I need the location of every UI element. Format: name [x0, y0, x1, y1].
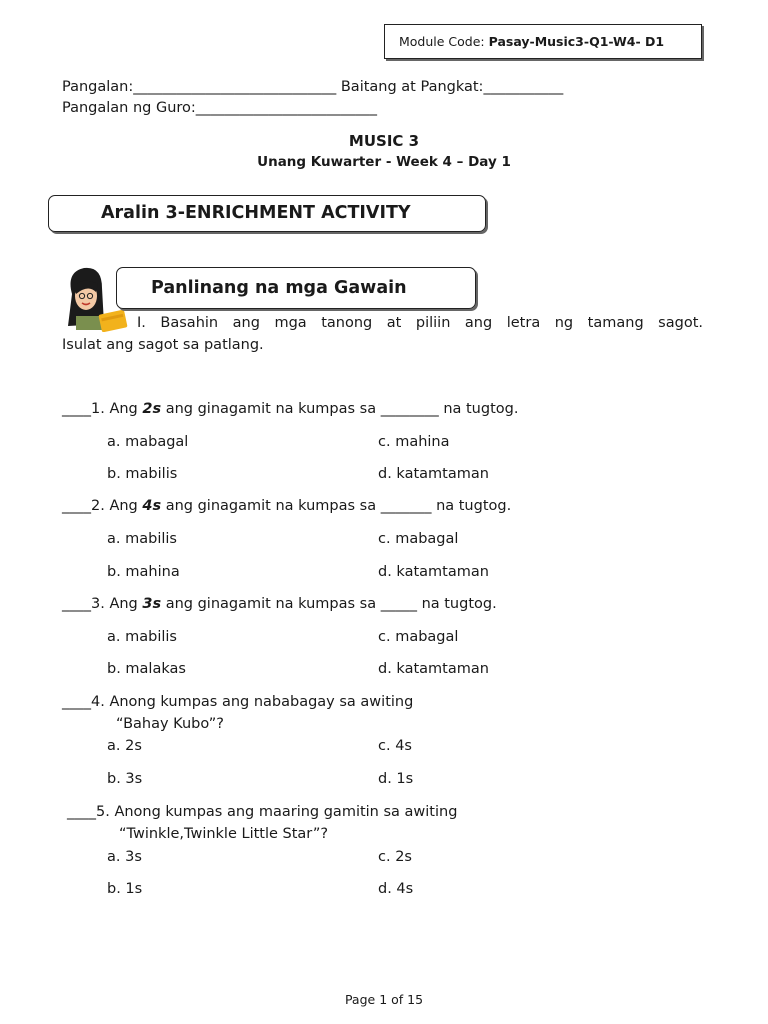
question-2	[62, 498, 511, 514]
question-2-beat: 4s	[142, 498, 162, 514]
question-4-option-d: d. 1s	[378, 771, 414, 787]
question-3-option-c: c. mabagal	[378, 629, 459, 645]
module-code-label: Module Code:	[399, 34, 489, 49]
question-1-option-b: b. mabilis	[107, 466, 178, 482]
question-3-beat: 3s	[142, 596, 162, 612]
question-4: ____4. Anong kumpas ang nababagay sa awiting	[62, 694, 414, 710]
question-5-option-c: c. 2s	[378, 849, 412, 865]
page-number: Page 1 of 15	[344, 992, 424, 1007]
question-5-option-b: b. 1s	[107, 881, 143, 897]
question-2-option-a: a. mabilis	[107, 531, 177, 547]
question-2-prefix: ____2. Ang	[62, 498, 143, 514]
question-4-option-c: c. 4s	[378, 738, 412, 754]
module-code-box	[384, 24, 702, 59]
question-5: ____5. Anong kumpas ang maaring gamitin sa awiting	[67, 804, 458, 820]
instructions-line-2: Isulat ang sagot sa patlang.	[62, 337, 264, 353]
page-subtitle: Unang Kuwarter - Week 4 – Day 1	[257, 154, 511, 170]
question-5-option-a: a. 3s	[107, 849, 142, 865]
module-code-value: Pasay-Music3-Q1-W4- D1	[488, 34, 665, 49]
page-title: MUSIC 3	[348, 132, 420, 150]
question-3-prefix: ____3. Ang	[62, 596, 143, 612]
lesson-banner: Aralin 3-ENRICHMENT ACTIVITY	[48, 195, 486, 232]
question-1-beat: 2s	[142, 401, 162, 417]
question-5-song: “Twinkle,Twinkle Little Star”?	[119, 826, 329, 842]
name-line: Pangalan:____________________________ Baitang at Pangkat:___________	[62, 79, 564, 95]
question-1	[62, 401, 518, 417]
question-2-suffix: ang ginagamit na kumpas sa _______ na tugtog.	[161, 498, 512, 514]
question-2-option-b: b. mahina	[107, 564, 180, 580]
question-1-prefix: ____1. Ang	[62, 401, 143, 417]
question-3	[62, 596, 497, 612]
question-3-suffix: ang ginagamit na kumpas sa _____ na tugtog.	[161, 596, 497, 612]
question-1-suffix: ang ginagamit na kumpas sa ________ na tugtog.	[161, 401, 519, 417]
section-title: Panlinang na mga Gawain	[116, 267, 476, 309]
question-1-option-c: c. mahina	[378, 434, 450, 450]
question-3-option-a: a. mabilis	[107, 629, 177, 645]
question-3-option-b: b. malakas	[107, 661, 186, 677]
question-4-option-a: a. 2s	[107, 738, 142, 754]
teacher-line: Pangalan ng Guro:_________________________	[62, 100, 378, 116]
question-2-option-d: d. katamtaman	[378, 564, 489, 580]
question-5-option-d: d. 4s	[378, 881, 414, 897]
question-4-song: “Bahay Kubo”?	[116, 716, 224, 732]
question-3-option-d: d. katamtaman	[378, 661, 489, 677]
instructions-line-1: I. Basahin ang mga tanong at piliin ang letra ng tamang sagot.	[137, 315, 703, 331]
question-2-option-c: c. mabagal	[378, 531, 459, 547]
question-1-option-a: a. mabagal	[107, 434, 189, 450]
question-4-option-b: b. 3s	[107, 771, 143, 787]
question-1-option-d: d. katamtaman	[378, 466, 489, 482]
